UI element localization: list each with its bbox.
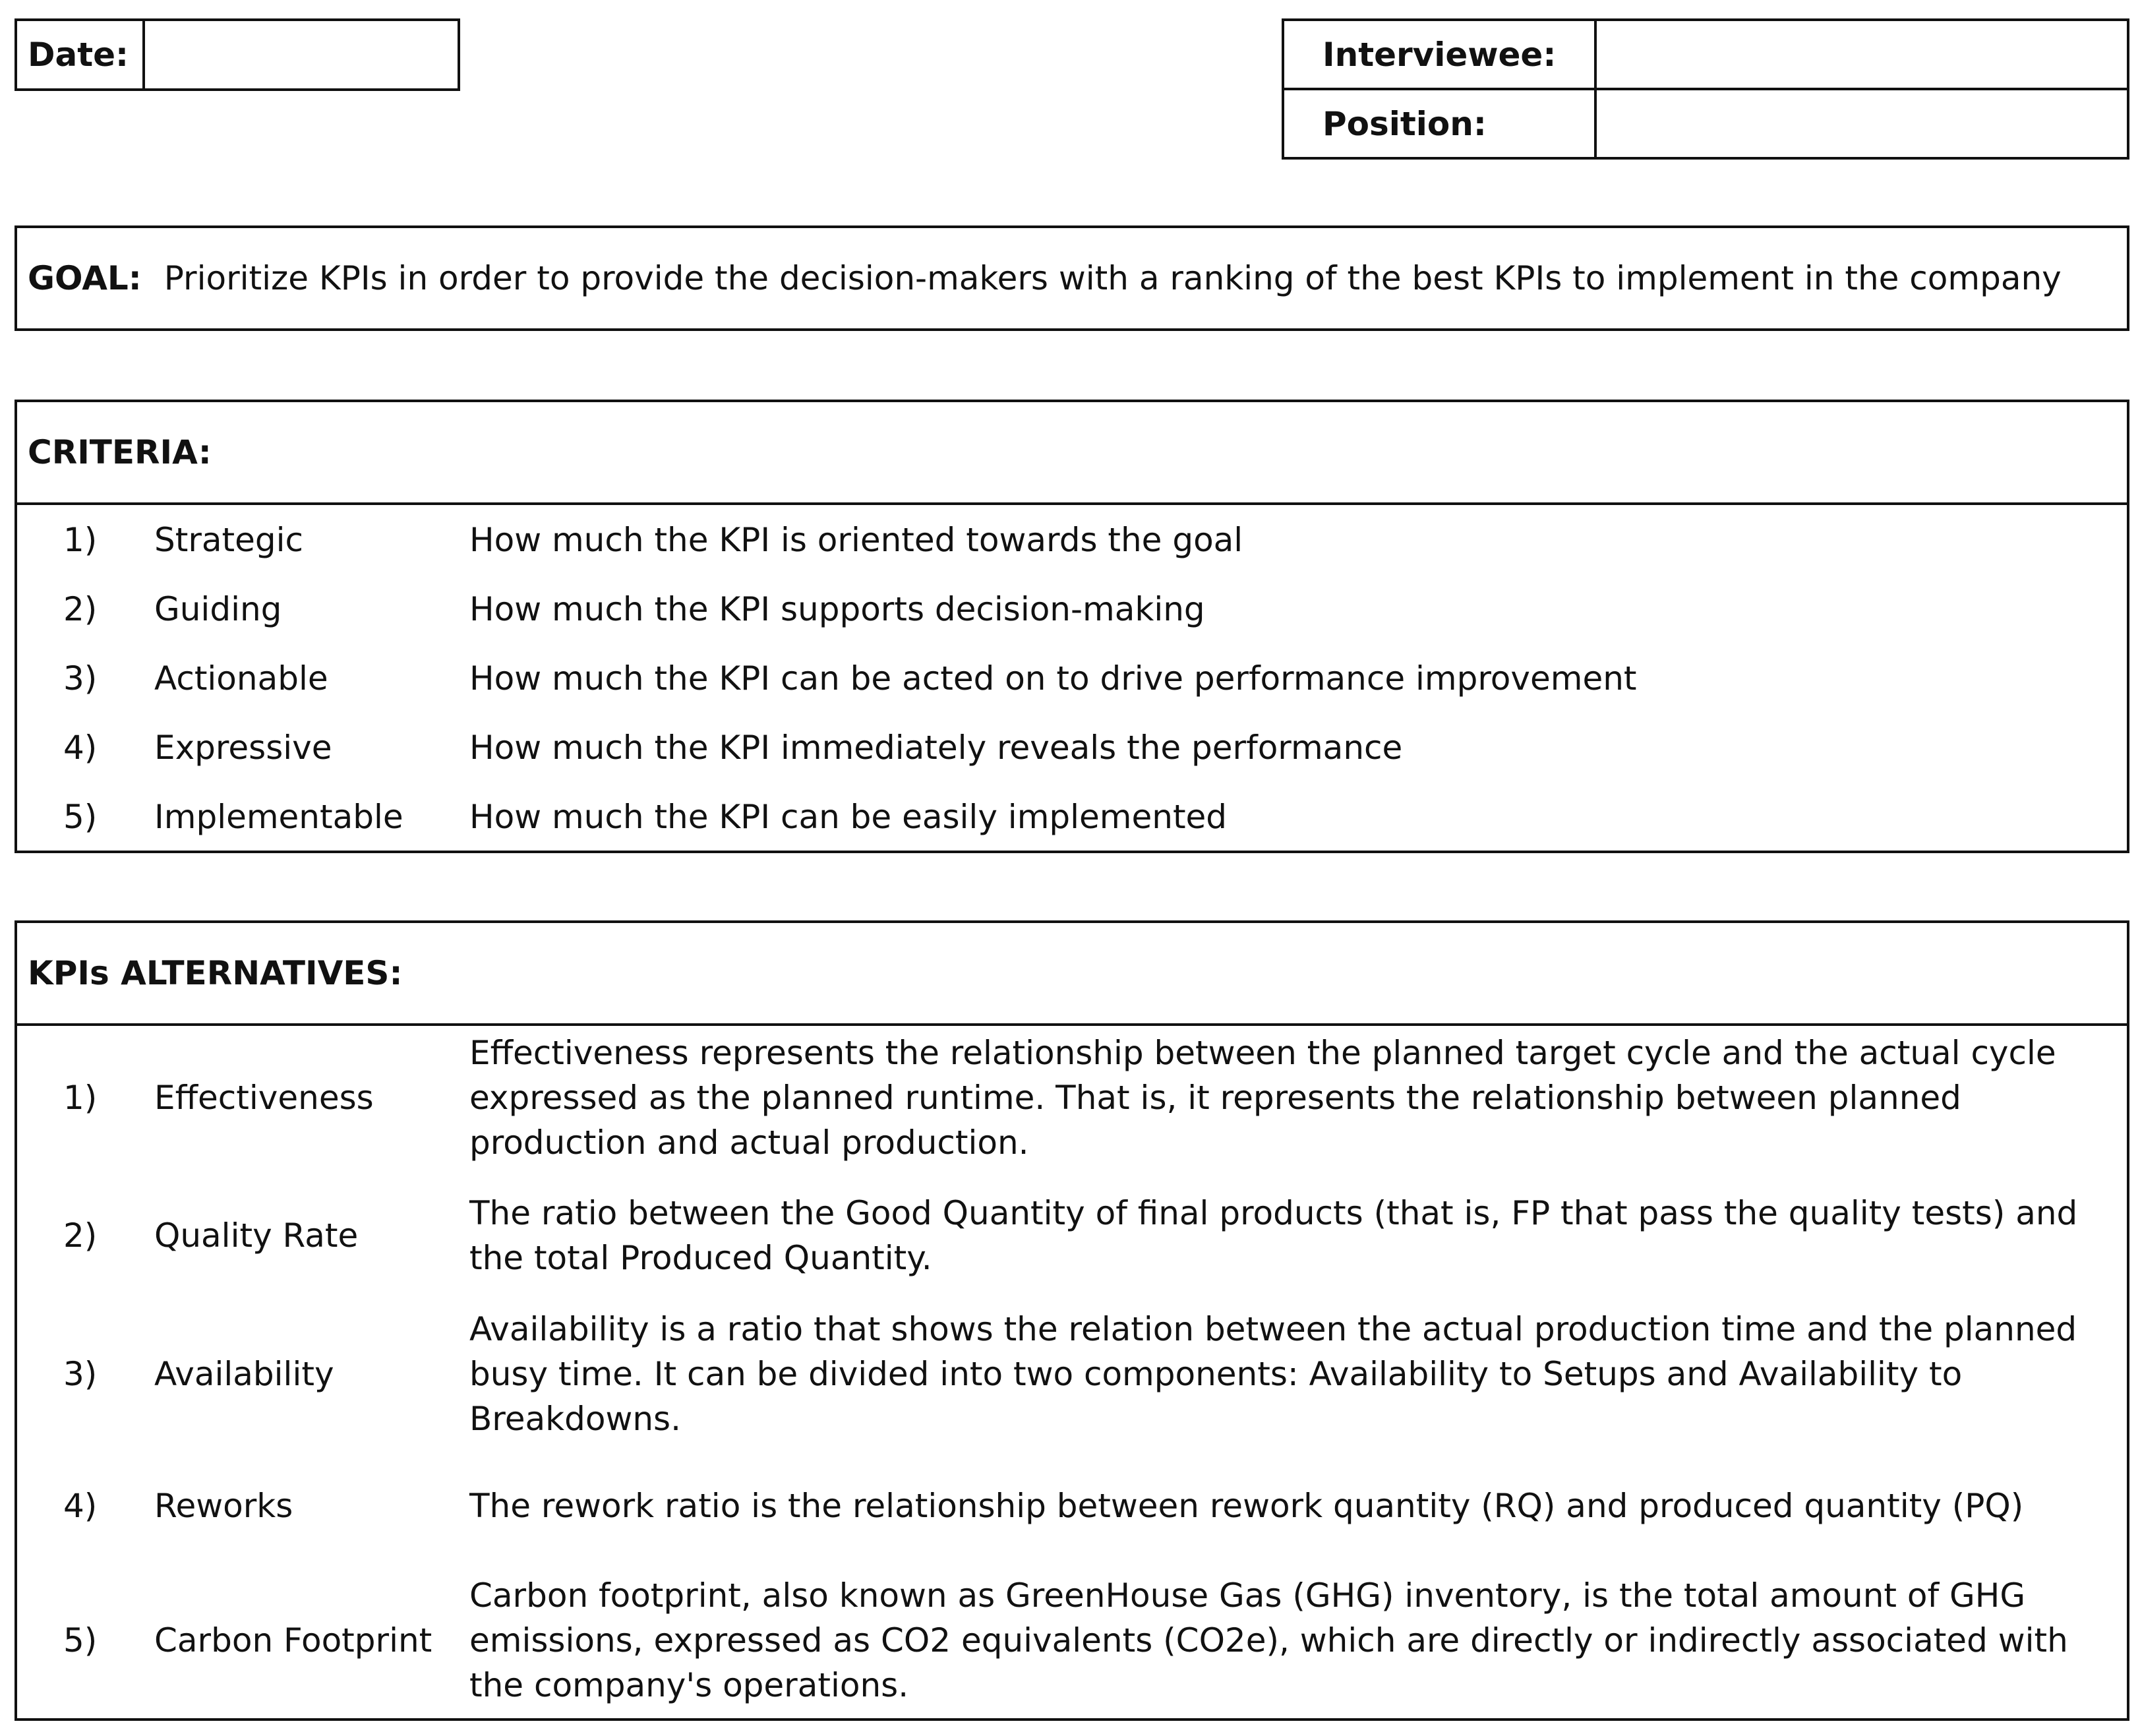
position-value[interactable] [1597,90,2127,157]
kpi-name: Carbon Footprint [154,1621,432,1660]
criteria-number: 1) [63,520,98,559]
kpi-name: Availability [154,1355,334,1393]
criteria-description: How much the KPI can be acted on to drive performance improvement [469,659,1637,698]
kpi-description: The ratio between the Good Quantity of final products (that is, FP that pass the quality tests) and the total Produced Quantity. [469,1194,2078,1277]
criteria-name: Implementable [154,797,403,836]
criteria-description: How much the KPI is oriented towards the goal [469,520,1243,559]
kpi-title: KPIs ALTERNATIVES: [17,923,2127,1026]
criteria-row [17,644,2127,713]
criteria-number: 2) [63,589,98,628]
goal-text: Prioritize KPIs in order to provide the decision-makers with a ranking of the best KPIs to implement in the company [163,259,2062,297]
date-field-box [15,18,460,91]
kpi-description: Availability is a ratio that shows the relation between the actual production time and the planned busy time. It can be divided into two components: Availability to Setups and Availability to Breakdowns. [469,1310,2077,1438]
kpi-name: Reworks [154,1487,293,1525]
kpi-row [17,1170,2127,1302]
criteria-name: Guiding [154,589,282,628]
criteria-name: Actionable [154,659,328,698]
criteria-description: How much the KPI immediately reveals the performance [469,728,1403,767]
position-label: Position: [1284,90,1597,157]
kpi-number: 4) [63,1487,98,1525]
kpi-number: 3) [63,1355,98,1393]
criteria-name: Strategic [154,520,304,559]
criteria-box [15,400,2129,853]
criteria-row [17,713,2127,782]
kpi-row [17,1302,2127,1447]
criteria-number: 4) [63,728,98,767]
criteria-number: 3) [63,659,98,698]
criteria-name: Expressive [154,728,332,767]
interviewee-value[interactable] [1597,21,2127,88]
interviewee-row [1284,21,2127,88]
criteria-description: How much the KPI supports decision-making [469,589,1205,628]
criteria-title: CRITERIA: [17,402,2127,505]
kpi-number: 1) [63,1079,98,1117]
interviewee-label: Interviewee: [1284,21,1597,88]
interviewee-box [1282,18,2129,160]
kpi-row [17,1026,2127,1170]
date-label: Date: [17,21,145,88]
criteria-description: How much the KPI can be easily implemented [469,797,1228,836]
criteria-row [17,782,2127,851]
kpi-description: The rework ratio is the relationship between rework quantity (RQ) and produced quantity (PQ) [469,1487,2024,1525]
goal-box [15,225,2129,331]
criteria-number: 5) [63,797,98,836]
kpi-name: Quality Rate [154,1216,359,1255]
criteria-row [17,505,2127,574]
kpi-description: Carbon footprint, also known as GreenHouse Gas (GHG) inventory, is the total amount of GHG emissions, expressed as CO2 equivalents (CO2e), which are directly or indirectly associated with the company's operations. [469,1576,2068,1704]
kpi-description: Effectiveness represents the relationship between the planned target cycle and the actual cycle expressed as the planned runtime. That is, it represents the relationship between planned production and actual production. [469,1034,2056,1162]
date-value[interactable] [145,21,458,88]
position-row [1284,88,2127,157]
kpi-name: Effectiveness [154,1079,374,1117]
kpi-row [17,1447,2127,1565]
kpi-number: 2) [63,1216,98,1255]
kpi-row [17,1565,2127,1716]
kpi-number: 5) [63,1621,98,1660]
kpi-alternatives-box [15,920,2129,1721]
criteria-row [17,574,2127,644]
goal-label: GOAL: [28,259,142,297]
